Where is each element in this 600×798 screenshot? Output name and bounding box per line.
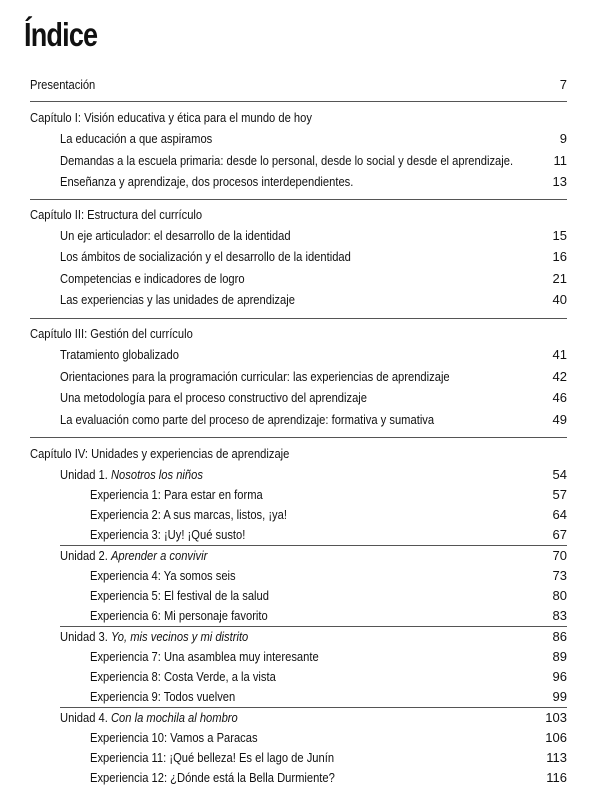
toc-entry-label: Orientaciones para la programación curricular: las experiencias de aprendizaje [60, 369, 450, 384]
unit-entry [60, 627, 567, 647]
experience-label: Experiencia 9: Todos vuelven [90, 689, 236, 704]
experience-entry [90, 748, 567, 768]
experience-label: Experiencia 12: ¿Dónde está la Bella Durmiente? [90, 770, 335, 785]
section-divider [30, 318, 567, 319]
toc-entry [60, 269, 567, 289]
toc-entry [60, 247, 567, 267]
toc-entry-label: Competencias e indicadores de logro [60, 271, 245, 286]
experience-entry [90, 505, 567, 525]
unit-prefix: Unidad 1. [60, 467, 111, 482]
experience-label: Experiencia 2: A sus marcas, listos, ¡ya! [90, 507, 287, 522]
page-title: Índice [24, 16, 98, 53]
toc-entry-page: 67 [552, 527, 567, 542]
chapter-label: Capítulo IV: Unidades y experiencias de aprendizaje [30, 446, 290, 461]
toc-entry-page: 116 [546, 770, 567, 785]
toc-entry-page: 49 [552, 412, 567, 427]
toc-entry-page: 70 [552, 548, 567, 563]
unit-label [60, 708, 238, 728]
experience-label: Experiencia 4: Ya somos seis [90, 568, 236, 583]
toc-entry-label: Presentación [30, 77, 96, 92]
toc-entry [60, 388, 567, 408]
chapter-label: Capítulo II: Estructura del currículo [30, 207, 203, 222]
toc-entry-label: Una metodología para el proceso constructivo del aprendizaje [60, 390, 368, 405]
experience-entry [90, 647, 567, 667]
toc-entry [60, 172, 567, 192]
experience-label: Experiencia 6: Mi personaje favorito [90, 608, 268, 623]
chapter-heading [30, 324, 567, 344]
toc-entry-label: Los ámbitos de socialización y el desarrollo de la identidad [60, 249, 351, 264]
unit-entry [60, 708, 567, 728]
unit-prefix: Unidad 4. [60, 710, 111, 725]
toc-entry-page: 64 [552, 507, 567, 522]
toc-entry [60, 151, 567, 171]
toc-entry [60, 410, 567, 430]
toc-entry [60, 290, 567, 310]
chapter-heading [30, 108, 567, 128]
experience-label: Experiencia 5: El festival de la salud [90, 588, 269, 603]
experience-entry [90, 667, 567, 687]
experience-label: Experiencia 11: ¡Qué belleza! Es el lago de Junín [90, 750, 335, 765]
toc-entry-label: Demandas a la escuela primaria: desde lo personal, desde lo social y desde el aprendizaje. [60, 153, 514, 168]
toc-entry-page: 16 [552, 249, 567, 264]
toc-entry-page: 106 [545, 730, 567, 745]
toc-entry-page: 89 [552, 649, 567, 664]
toc-entry-page: 40 [552, 292, 567, 307]
toc-entry-page: 11 [553, 153, 567, 168]
toc-entry-label: Tratamiento globalizado [60, 347, 179, 362]
toc-entry-presentacion [30, 75, 567, 95]
toc-entry-label: La educación a que aspiramos [60, 131, 213, 146]
unit-label [60, 627, 248, 647]
unit-name: Nosotros los niños [110, 467, 203, 482]
unit-entry [60, 546, 567, 566]
experience-entry [90, 606, 567, 626]
chapter-heading [30, 205, 567, 225]
toc-entry-page: 21 [552, 271, 567, 286]
unit-label [60, 546, 207, 566]
section-divider [30, 199, 567, 200]
unit-name: Yo, mis vecinos y mi distrito [110, 629, 249, 644]
experience-entry [90, 566, 567, 586]
toc-entry-page: 15 [552, 228, 567, 243]
toc-entry-page: 7 [559, 77, 567, 92]
toc-entry [60, 345, 567, 365]
experience-entry [90, 687, 567, 707]
toc-entry-page: 83 [552, 608, 567, 623]
toc-entry-label: La evaluación como parte del proceso de aprendizaje: formativa y sumativa [60, 412, 435, 427]
experience-label: Experiencia 3: ¡Uy! ¡Qué susto! [90, 527, 246, 542]
unit-name: Con la mochila al hombro [110, 710, 238, 725]
unit-label [60, 465, 203, 485]
toc-entry-page: 41 [552, 347, 567, 362]
toc-entry-page: 113 [546, 750, 567, 765]
experience-entry [90, 525, 567, 545]
toc-entry-label: Un eje articulador: el desarrollo de la identidad [60, 228, 291, 243]
section-divider [30, 101, 567, 102]
toc-entry-page: 73 [552, 568, 567, 583]
experience-label: Experiencia 1: Para estar en forma [90, 487, 263, 502]
chapter-heading [30, 444, 567, 464]
unit-name: Aprender a convivir [110, 548, 208, 563]
experience-entry [90, 485, 567, 505]
section-divider [30, 437, 567, 438]
experience-entry [90, 728, 567, 748]
toc-entry-label: Enseñanza y aprendizaje, dos procesos interdependientes. [60, 174, 354, 189]
toc-entry-page: 57 [552, 487, 567, 502]
chapter-label: Capítulo III: Gestión del currículo [30, 326, 193, 341]
toc-entry [60, 367, 567, 387]
toc-entry [60, 129, 567, 149]
toc-entry-page: 54 [552, 467, 567, 482]
unit-entry [60, 465, 567, 485]
toc-entry-page: 42 [552, 369, 567, 384]
unit-prefix: Unidad 2. [60, 548, 111, 563]
toc-entry-page: 13 [552, 174, 567, 189]
experience-label: Experiencia 8: Costa Verde, a la vista [90, 669, 276, 684]
chapter-label: Capítulo I: Visión educativa y ética para el mundo de hoy [30, 110, 312, 125]
toc-entry-page: 99 [552, 689, 567, 704]
experience-entry [90, 768, 567, 788]
toc-entry-page: 9 [559, 131, 567, 146]
toc-entry-page: 46 [552, 390, 567, 405]
toc-entry-page: 96 [552, 669, 567, 684]
unit-prefix: Unidad 3. [60, 629, 111, 644]
toc-entry-label: Las experiencias y las unidades de aprendizaje [60, 292, 295, 307]
experience-label: Experiencia 7: Una asamblea muy interesante [90, 649, 319, 664]
experience-label: Experiencia 10: Vamos a Paracas [90, 730, 258, 745]
toc-entry [60, 226, 567, 246]
experience-entry [90, 586, 567, 606]
toc-entry-page: 103 [545, 710, 567, 725]
toc-entry-page: 80 [552, 588, 567, 603]
toc-entry-page: 86 [552, 629, 567, 644]
